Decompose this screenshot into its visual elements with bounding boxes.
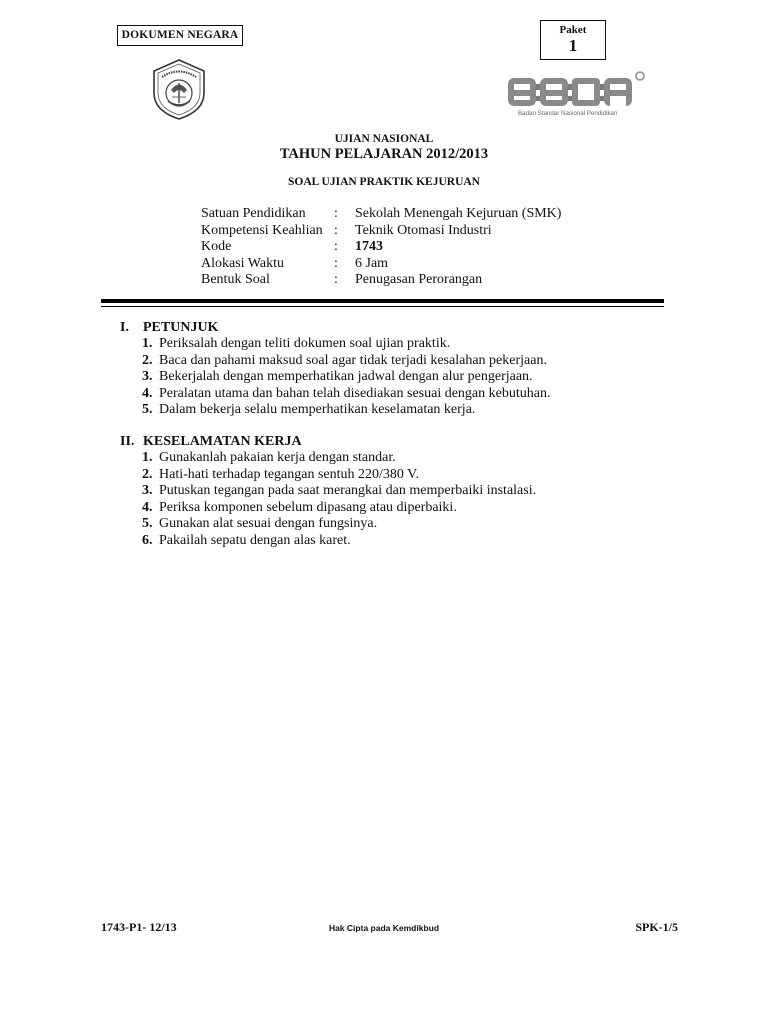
info-row bbox=[201, 206, 561, 223]
list-item bbox=[120, 402, 550, 419]
info-value: Penugasan Perorangan bbox=[355, 272, 483, 287]
paket-label: Paket bbox=[559, 24, 587, 36]
item-number: 5. bbox=[142, 516, 153, 531]
item-text: Gunakanlah pakaian kerja dengan standar. bbox=[159, 450, 396, 465]
exam-info-table bbox=[201, 206, 561, 289]
info-key: Satuan Pendidikan bbox=[201, 206, 306, 221]
exam-title-line1: UJIAN NASIONAL bbox=[334, 133, 434, 145]
item-number: 1. bbox=[142, 450, 153, 465]
header-divider-thin bbox=[101, 306, 664, 307]
item-number: 2. bbox=[142, 466, 153, 482]
footer-document-code: 1743-P1- 12/13 bbox=[101, 920, 177, 934]
item-text: Periksa komponen sebelum dipasang atau diperbaiki. bbox=[159, 499, 457, 515]
item-text: Peralatan utama dan bahan telah disediakan sesuai dengan kebutuhan. bbox=[159, 385, 551, 401]
exam-subtitle: SOAL UJIAN PRAKTIK KEJURUAN bbox=[287, 176, 480, 188]
section-number: II. bbox=[120, 434, 135, 449]
item-number: 3. bbox=[142, 483, 153, 498]
list-item bbox=[120, 450, 536, 467]
info-separator: : bbox=[334, 255, 338, 271]
header-divider-thick bbox=[101, 299, 664, 303]
info-key: Alokasi Waktu bbox=[201, 255, 284, 271]
info-key: Bentuk Soal bbox=[201, 272, 270, 287]
list-item bbox=[120, 369, 550, 386]
item-number: 3. bbox=[142, 369, 153, 384]
instruction-list bbox=[120, 336, 550, 419]
info-value: 6 Jam bbox=[355, 255, 389, 271]
item-text: Baca dan pahami maksud soal agar tidak terjadi kesalahan pekerjaan. bbox=[159, 352, 547, 368]
info-row bbox=[201, 256, 561, 273]
info-row bbox=[201, 272, 561, 289]
paket-box bbox=[540, 20, 606, 60]
list-item bbox=[120, 353, 550, 370]
section-heading bbox=[120, 319, 550, 336]
info-separator: : bbox=[334, 206, 338, 221]
info-key: Kode bbox=[201, 239, 232, 254]
list-item bbox=[120, 500, 536, 517]
footer-page-number: SPK-1/5 bbox=[635, 920, 678, 934]
item-text: Gunakan alat sesuai dengan fungsinya. bbox=[159, 516, 378, 531]
section-heading bbox=[120, 433, 536, 450]
item-text: Dalam bekerja selalu memperhatikan keselamatan kerja. bbox=[159, 402, 476, 417]
list-item bbox=[120, 483, 536, 500]
info-row bbox=[201, 239, 561, 256]
section-petunjuk bbox=[120, 319, 550, 419]
safety-list bbox=[120, 450, 536, 549]
info-value: 1743 bbox=[355, 239, 383, 254]
item-text: Hati-hati terhadap tegangan sentuh 220/380 V. bbox=[159, 466, 419, 482]
info-key: Kompetensi Keahlian bbox=[201, 222, 323, 238]
item-text: Putuskan tegangan pada saat merangkai dan memperbaiki instalasi. bbox=[159, 483, 537, 498]
info-row bbox=[201, 223, 561, 240]
item-number: 2. bbox=[142, 352, 153, 368]
item-number: 4. bbox=[142, 385, 153, 401]
item-number: 1. bbox=[142, 336, 153, 351]
bsnp-logo bbox=[508, 70, 648, 118]
info-value: Teknik Otomasi Industri bbox=[355, 222, 492, 238]
list-item bbox=[120, 336, 550, 353]
item-number: 4. bbox=[142, 499, 153, 515]
section-number: I. bbox=[120, 320, 129, 335]
info-separator: : bbox=[334, 222, 338, 238]
section-title: PETUNJUK bbox=[143, 320, 219, 335]
item-text: Periksalah dengan teliti dokumen soal ujian praktik. bbox=[159, 336, 451, 351]
info-separator: : bbox=[334, 239, 338, 254]
list-item bbox=[120, 386, 550, 403]
paket-number: 1 bbox=[568, 36, 578, 55]
document-classification-label: DOKUMEN NEGARA bbox=[117, 25, 243, 46]
item-number: 5. bbox=[142, 402, 153, 417]
list-item bbox=[120, 467, 536, 484]
section-title: KESELAMATAN KERJA bbox=[143, 434, 302, 449]
footer-copyright: Hak Cipta pada Kemdikbud bbox=[328, 923, 440, 933]
info-separator: : bbox=[334, 272, 338, 287]
item-number: 6. bbox=[142, 532, 153, 548]
exam-year-title: TAHUN PELAJARAN 2012/2013 bbox=[279, 146, 489, 162]
kemdikbud-emblem-icon bbox=[146, 57, 212, 121]
info-value: Sekolah Menengah Kejuruan (SMK) bbox=[355, 206, 562, 221]
bsnp-subtitle: Badan Standar Nasional Pendidikan bbox=[518, 110, 618, 117]
list-item bbox=[120, 533, 536, 550]
section-keselamatan-kerja bbox=[120, 433, 536, 549]
list-item bbox=[120, 516, 536, 533]
item-text: Bekerjalah dengan memperhatikan jadwal dengan alur pengerjaan. bbox=[159, 369, 533, 384]
item-text: Pakailah sepatu dengan alas karet. bbox=[159, 532, 351, 548]
